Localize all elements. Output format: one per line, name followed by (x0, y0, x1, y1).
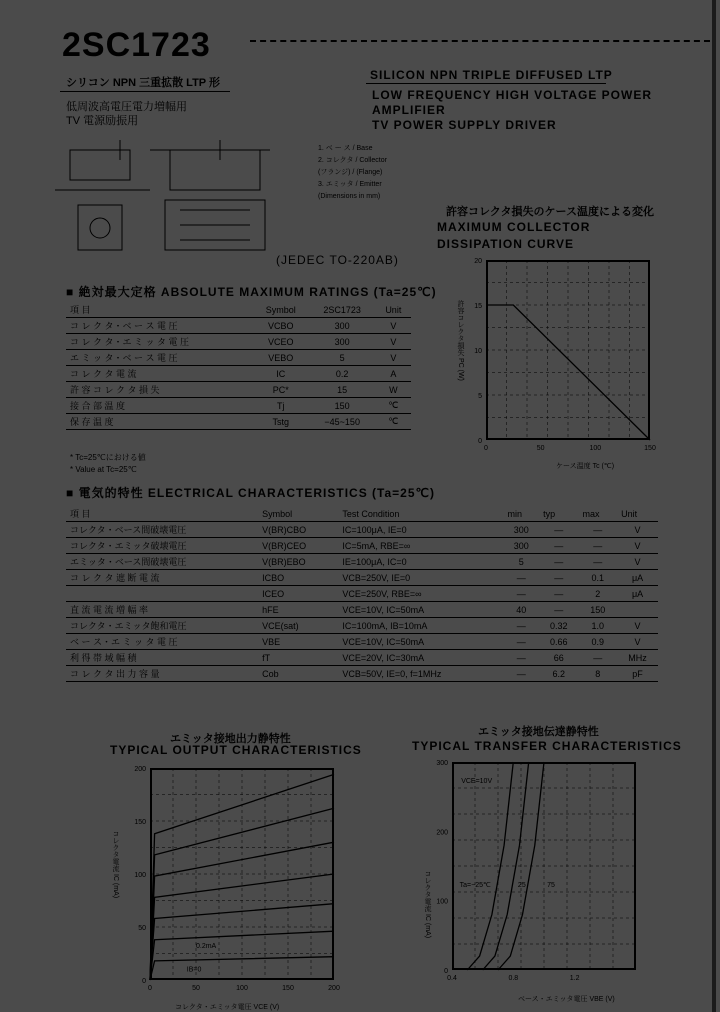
table-cell: Tj (253, 398, 309, 414)
table-cell: IC (253, 366, 309, 382)
table-header: typ (539, 506, 578, 522)
table-cell: ベ ー ス・エ ミ ッ タ 電 圧 (66, 634, 258, 650)
table-cell: 150 (578, 602, 617, 618)
table-header: Symbol (258, 506, 338, 522)
x-tick-label: 150 (644, 445, 656, 452)
dissipation-xlabel: ケース温度 Tc (℃) (556, 463, 615, 470)
table-cell: −45~150 (309, 414, 376, 430)
table-cell: — (504, 618, 540, 634)
table-cell: μA (617, 570, 658, 586)
y-tick-label: 50 (138, 925, 146, 932)
output-title: TYPICAL OUTPUT CHARACTERISTICS (110, 743, 362, 757)
table-cell: — (504, 586, 540, 602)
x-tick-label: 50 (536, 445, 545, 452)
abs-max-note-en: * Value at Tc=25℃ (70, 465, 137, 474)
table-header: Symbol (253, 302, 309, 318)
pin-2-flange: (フランジ) / (Flange) (318, 169, 383, 176)
table-cell: ℃ (376, 398, 411, 414)
table-cell: VEBO (253, 350, 309, 366)
table-cell: Tstg (253, 414, 309, 430)
table-cell: VCEO (253, 334, 309, 350)
table-cell: Cob (258, 666, 338, 682)
table-cell: V (617, 634, 658, 650)
y-tick-label: 200 (436, 829, 448, 837)
table-cell: — (578, 522, 617, 538)
y-tick-label: 200 (134, 766, 146, 773)
en-title: SILICON NPN TRIPLE DIFFUSED LTP (370, 68, 613, 82)
table-cell: コ レ ク タ 出 力 容 量 (66, 666, 258, 682)
chart-annotation: 75 (547, 881, 555, 889)
x-tick-label: 150 (282, 985, 294, 992)
table-cell: エミッタ・ベース間破壊電圧 (66, 554, 258, 570)
x-tick-label: 0.8 (508, 975, 519, 982)
en-application-3: TV POWER SUPPLY DRIVER (372, 118, 557, 132)
table-header: 項 目 (66, 506, 258, 522)
y-tick-label: 10 (474, 348, 482, 355)
pin-2: 2. コレクタ / Collector (318, 157, 387, 164)
table-cell: A (376, 366, 411, 382)
table-cell: 5 (504, 554, 540, 570)
table-cell: MHz (617, 650, 658, 666)
y-tick-label: 0 (444, 968, 448, 975)
table-cell: 66 (539, 650, 578, 666)
curve-label: IB=0 (186, 966, 202, 974)
table-cell: 直 流 電 流 増 幅 率 (66, 602, 258, 618)
table-cell: 300 (504, 522, 540, 538)
table-cell: PC* (253, 382, 309, 398)
table-cell: ℃ (376, 414, 411, 430)
table-cell: VCE=10V, IC=50mA (338, 634, 503, 650)
table-cell: V (617, 554, 658, 570)
table-cell: 0.32 (539, 618, 578, 634)
en-application-2: AMPLIFIER (372, 103, 446, 117)
jp-application-1: 低周波高電圧電力増幅用 (66, 101, 187, 113)
chart-annotation: Ta=−25℃ (459, 881, 491, 889)
output-title-jp: エミッタ接地出力静特性 (170, 733, 291, 745)
table-cell: コレクタ・エミッタ破壊電圧 (66, 538, 258, 554)
table-cell: W (376, 382, 411, 398)
y-tick-label: 150 (134, 819, 146, 826)
table-cell: コレクタ・ベース間破壊電圧 (66, 522, 258, 538)
jp-title: シリコン NPN 三重拡散 LTP 形 (66, 77, 220, 89)
pin-3: 3. エミッタ / Emitter (318, 181, 382, 188)
chart-annotation: VCE=10V (461, 777, 493, 785)
table-cell: コ レ ク タ 電 流 (66, 366, 253, 382)
table-cell: 8 (578, 666, 617, 682)
table-cell: μA (617, 586, 658, 602)
table-cell: V (376, 350, 411, 366)
x-tick-label: 100 (236, 985, 248, 992)
table-cell: 接 合 部 温 度 (66, 398, 253, 414)
table-cell: 150 (309, 398, 376, 414)
table-cell: 300 (309, 318, 376, 334)
pin-1: 1. ベ ー ス / Base (318, 145, 373, 152)
abs-max-title: ■ 絶対最大定格 ABSOLUTE MAXIMUM RATINGS (Ta=25℃) (66, 285, 437, 299)
abs-max-note-jp: * Tc=25℃における値 (70, 453, 146, 462)
x-tick-label: 1.2 (569, 975, 580, 982)
table-cell: ICEO (258, 586, 338, 602)
table-cell: V(BR)CBO (258, 522, 338, 538)
table-cell: コ レ ク タ・ベ ー ス 電 圧 (66, 318, 253, 334)
table-cell: V(BR)EBO (258, 554, 338, 570)
table-cell: ICBO (258, 570, 338, 586)
table-cell: 許 容 コ レ ク タ 損 失 (66, 382, 253, 398)
table-cell: IC=5mA, RBE=∞ (338, 538, 503, 554)
table-cell: VCE=10V, IC=50mA (338, 602, 503, 618)
table-cell: — (578, 554, 617, 570)
table-header: max (578, 506, 617, 522)
table-cell: VCBO (253, 318, 309, 334)
x-tick-label: 0 (484, 445, 488, 452)
table-cell: VCE=250V, RBE=∞ (338, 586, 503, 602)
y-tick-label: 100 (436, 898, 448, 906)
table-header: 項 目 (66, 302, 253, 318)
y-tick-label: 5 (478, 393, 482, 400)
transfer-xlabel: ベース・エミッタ電圧 VBE (V) (518, 996, 615, 1003)
chart-annotation: 25 (517, 881, 526, 889)
table-cell: — (504, 666, 540, 682)
table-cell: pF (617, 666, 658, 682)
table-cell: V(BR)CEO (258, 538, 338, 554)
table-cell: 0.9 (578, 634, 617, 650)
table-cell: VCE(sat) (258, 618, 338, 634)
table-cell: IE=100μA, IC=0 (338, 554, 503, 570)
table-cell: — (539, 538, 578, 554)
en-application-1: LOW FREQUENCY HIGH VOLTAGE POWER (372, 88, 653, 102)
table-cell: — (539, 554, 578, 570)
table-cell: 40 (504, 602, 540, 618)
table-cell: 5 (309, 350, 376, 366)
curve-label: 0.2mA (196, 943, 217, 951)
table-cell: 1.0 (578, 618, 617, 634)
dissipation-title: MAXIMUM COLLECTOR DISSIPATION CURVE (437, 220, 591, 251)
jedec-label: (JEDEC TO-220AB) (276, 253, 399, 267)
table-cell: VCE=20V, IC=30mA (338, 650, 503, 666)
table-cell: 300 (504, 538, 540, 554)
table-cell: — (504, 650, 540, 666)
x-tick-label: 100 (589, 445, 602, 452)
table-cell: エ ミ ッ タ・ベ ー ス 電 圧 (66, 350, 253, 366)
table-cell: — (539, 586, 578, 602)
x-tick-label: 50 (192, 985, 200, 992)
y-tick-label: 100 (134, 872, 146, 879)
table-cell: V (617, 538, 658, 554)
table-cell: 6.2 (539, 666, 578, 682)
y-tick-label: 15 (474, 303, 482, 310)
transfer-title-jp: エミッタ接地伝達静特性 (478, 726, 599, 738)
elec-title: ■ 電気的特性 ELECTRICAL CHARACTERISTICS (Ta=25℃) (66, 486, 435, 500)
table-cell: V (376, 318, 411, 334)
transfer-ylabel: コレクタ電流 IC (mA) (424, 870, 431, 939)
table-cell: — (539, 522, 578, 538)
x-tick-label: 0.4 (447, 975, 457, 982)
dimension-note: (Dimensions in mm) (318, 193, 381, 200)
table-cell: 0.66 (539, 634, 578, 650)
table-cell: 0.2 (309, 366, 376, 382)
table-header: Unit (617, 506, 658, 522)
table-cell: — (504, 570, 540, 586)
jp-application-2: TV 電源励振用 (66, 115, 139, 127)
table-cell: V (617, 618, 658, 634)
table-header: min (504, 506, 540, 522)
table-cell: — (539, 570, 578, 586)
table-cell: — (578, 538, 617, 554)
y-tick-label: 0 (142, 978, 146, 985)
table-cell: IC=100μA, IE=0 (338, 522, 503, 538)
part-number: 2SC1723 (62, 26, 211, 64)
table-cell: コ レ ク タ・エ ミ ッ タ 電 圧 (66, 334, 253, 350)
table-cell: IC=100mA, IB=10mA (338, 618, 503, 634)
y-tick-label: 0 (478, 438, 482, 445)
x-tick-label: 0 (148, 985, 152, 992)
transfer-title: TYPICAL TRANSFER CHARACTERISTICS (412, 739, 682, 753)
table-cell: コ レ ク タ 遮 断 電 流 (66, 570, 258, 586)
x-tick-label: 200 (328, 985, 340, 992)
table-cell: VBE (258, 634, 338, 650)
table-cell: 保 存 温 度 (66, 414, 253, 430)
table-cell: — (504, 634, 540, 650)
table-header: 2SC1723 (309, 302, 376, 318)
table-cell: 利 得 帯 域 幅 積 (66, 650, 258, 666)
table-cell: 2 (578, 586, 617, 602)
table-cell: — (539, 602, 578, 618)
output-ylabel: コレクタ電流 IC (mA) (112, 830, 119, 899)
y-tick-label: 300 (436, 760, 448, 767)
table-cell: hFE (258, 602, 338, 618)
table-header: Test Condition (338, 506, 503, 522)
table-header: Unit (376, 302, 411, 318)
dissipation-title-jp: 許容コレクタ損失のケース温度による変化 (446, 206, 655, 218)
table-cell: VCB=250V, IE=0 (338, 570, 503, 586)
table-cell: 300 (309, 334, 376, 350)
dissipation-ylabel: 許容コレクタ損失 PC (W) (457, 300, 464, 381)
table-cell: コレクタ・エミッタ飽和電圧 (66, 618, 258, 634)
y-tick-label: 20 (474, 258, 482, 265)
table-cell: V (617, 522, 658, 538)
table-cell: VCB=50V, IE=0, f=1MHz (338, 666, 503, 682)
output-xlabel: コレクタ・エミッタ電圧 VCE (V) (175, 1004, 280, 1011)
table-cell: 15 (309, 382, 376, 398)
table-cell: — (578, 650, 617, 666)
table-cell: fT (258, 650, 338, 666)
table-cell: 0.1 (578, 570, 617, 586)
table-cell: V (376, 334, 411, 350)
